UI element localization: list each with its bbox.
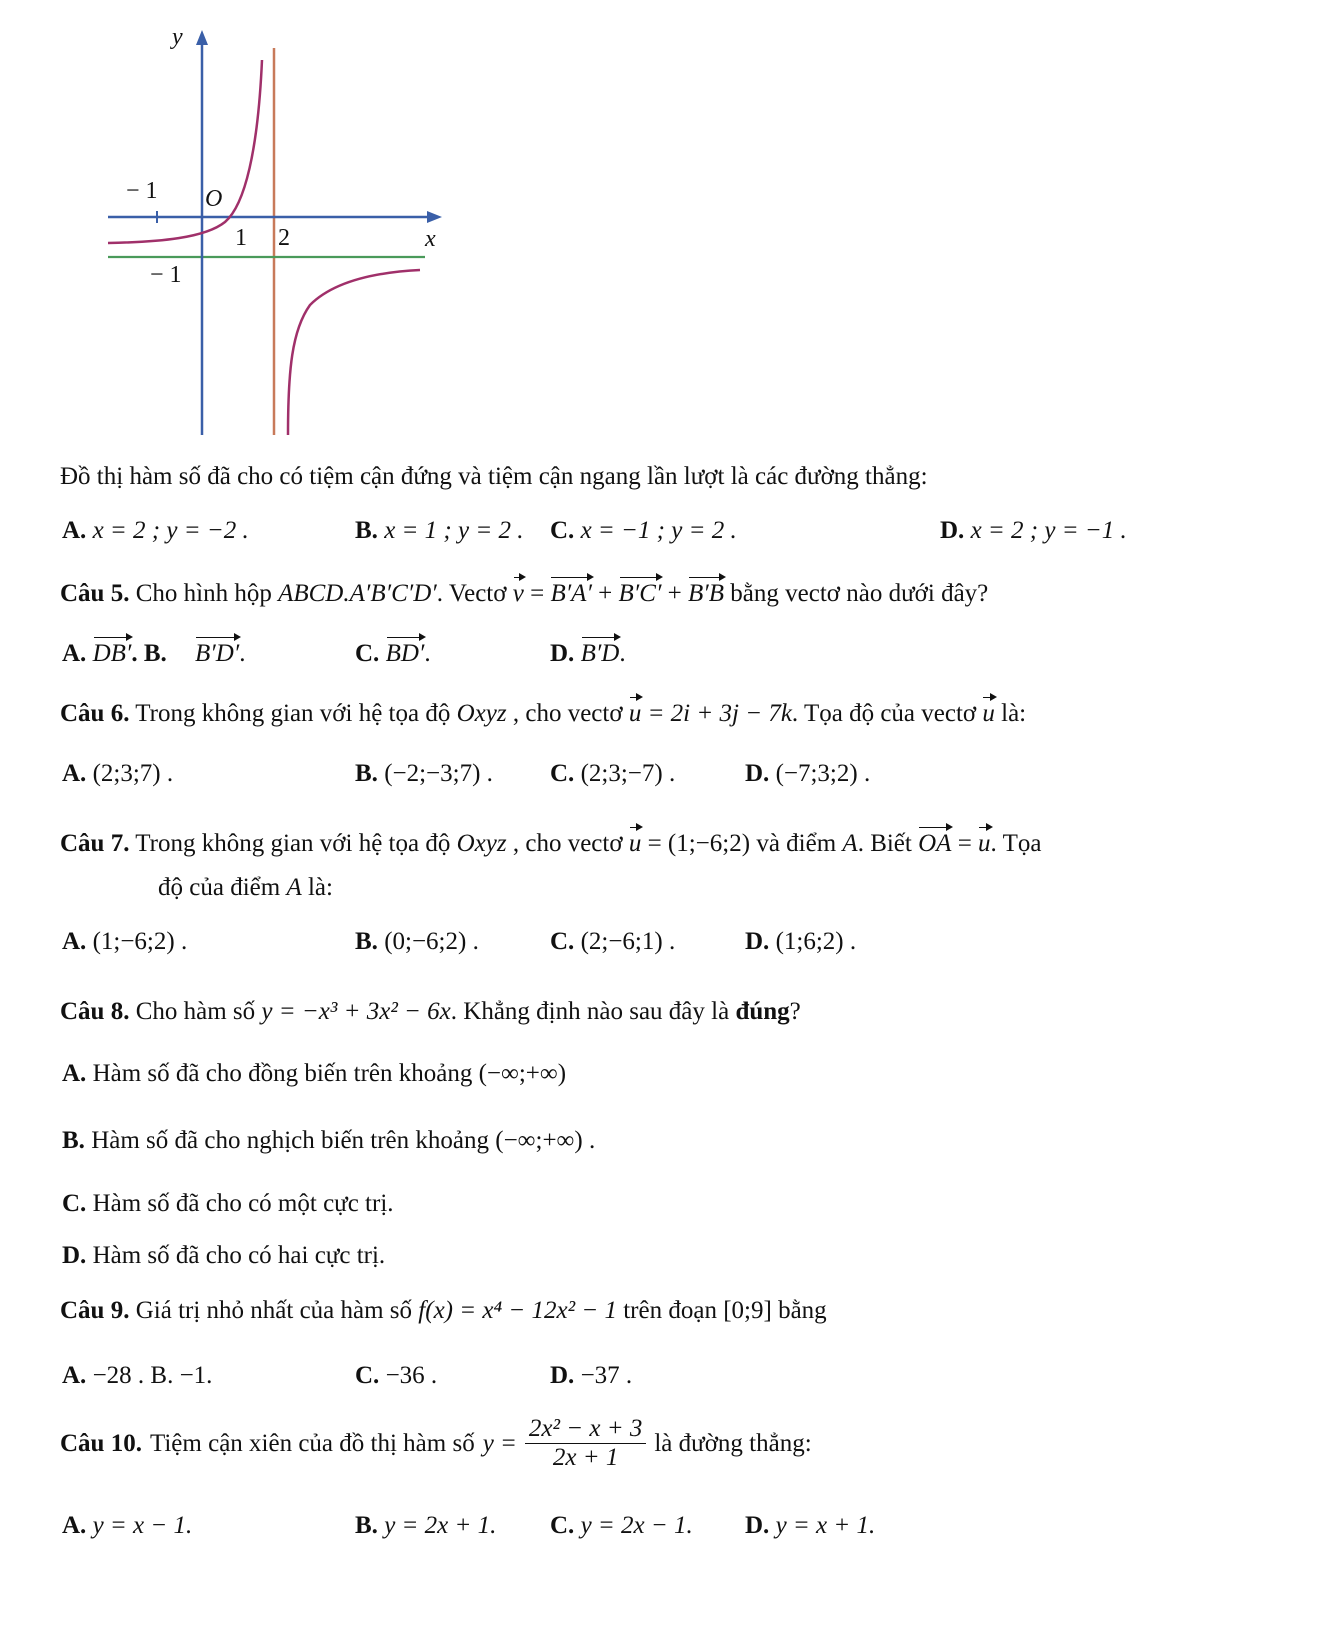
q9-stem: Câu 9. Giá trị nhỏ nhất của hàm số f(x) = x⁴ − 12x² − 1 trên đoạn [0;9] bằng	[60, 1297, 827, 1324]
tick-label-x-1: 1	[235, 225, 247, 251]
q8-option-d: D. Hàm số đã cho có hai cực trị.	[62, 1242, 386, 1269]
curve-right-branch	[288, 270, 420, 435]
q4-option-a: A. x = 2 ; y = −2 .	[62, 517, 249, 544]
origin-label: O	[205, 186, 223, 212]
q7-stem-line2: độ của điểm A là:	[158, 874, 333, 901]
q10-option-a: A. y = x − 1.	[62, 1512, 193, 1539]
q6-stem: Câu 6. Trong không gian với hệ tọa độ Oxyz , cho vectơ u = 2i + 3j − 7k. Tọa độ của vectơ u là:	[60, 700, 1027, 727]
q9-option-d: D. −37 .	[550, 1362, 633, 1389]
q5-option-b: B′D′.	[195, 640, 246, 667]
q9-option-a: A. −28 . B. −1.	[62, 1362, 213, 1389]
q5-option-d: D. B′D.	[550, 640, 626, 667]
q7-option-c: C. (2;−6;1) .	[550, 928, 676, 955]
q4-option-b: B. x = 1 ; y = 2 .	[355, 517, 524, 544]
q10-fraction: $\frac{\text{2x² − x + 3}}{2x + 1}$	[525, 1415, 646, 1472]
q6-option-d: D. (−7;3;2) .	[745, 760, 871, 787]
q8-option-a: A. Hàm số đã cho đồng biến trên khoảng (−∞;+∞)	[62, 1060, 567, 1087]
x-axis-label: x	[425, 226, 436, 252]
q8-option-c: C. Hàm số đã cho có một cực trị.	[62, 1190, 394, 1217]
q5-option-a: A. DB′. B.	[62, 640, 167, 667]
q7-option-b: B. (0;−6;2) .	[355, 928, 479, 955]
tick-label-x-neg1: − 1	[126, 178, 158, 204]
q10-stem: Câu 10. Tiệm cận xiên của đồ thị hàm số y = $\frac{\text{2x² − x + 3}}{2x + 1}$ là đường thẳng:	[60, 1415, 812, 1471]
q10-option-b: B. y = 2x + 1.	[355, 1512, 497, 1539]
q4-option-c: C. x = −1 ; y = 2 .	[550, 517, 737, 544]
q8-option-b: B. Hàm số đã cho nghịch biến trên khoảng (−∞;+∞) .	[62, 1127, 596, 1154]
q5-option-c: C. BD′.	[355, 640, 431, 667]
q7-stem: Câu 7. Trong không gian với hệ tọa độ Oxyz , cho vectơ u = (1;−6;2) và điểm A. Biết OA = u. Tọa	[60, 830, 1042, 857]
q9-option-c: C. −36 .	[355, 1362, 438, 1389]
q4-option-d: D. x = 2 ; y = −1 .	[940, 517, 1127, 544]
tick-label-y-neg1: − 1	[150, 262, 182, 288]
y-axis-arrow	[196, 30, 208, 45]
tick-label-x-2: 2	[278, 225, 290, 251]
q6-option-b: B. (−2;−3;7) .	[355, 760, 493, 787]
q8-stem: Câu 8. Cho hàm số y = −x³ + 3x² − 6x. Khẳng định nào sau đây là đúng?	[60, 998, 801, 1025]
y-axis-label: y	[172, 24, 183, 50]
q10-option-c: C. y = 2x − 1.	[550, 1512, 693, 1539]
q6-option-c: C. (2;3;−7) .	[550, 760, 676, 787]
q6-option-a: A. (2;3;7) .	[62, 760, 174, 787]
q4-stem: Đồ thị hàm số đã cho có tiệm cận đứng và tiệm cận ngang lần lượt là các đường thẳng:	[60, 463, 928, 490]
q5-stem: Câu 5. Cho hình hộp ABCD.A′B′C′D′. Vectơ v = B′A′ + B′C′ + B′B bằng vectơ nào dưới đây?	[60, 580, 989, 607]
q7-option-d: D. (1;6;2) .	[745, 928, 857, 955]
curve-left-branch	[108, 60, 262, 243]
x-axis-arrow	[427, 211, 442, 223]
q10-option-d: D. y = x + 1.	[745, 1512, 876, 1539]
q7-option-a: A. (1;−6;2) .	[62, 928, 188, 955]
